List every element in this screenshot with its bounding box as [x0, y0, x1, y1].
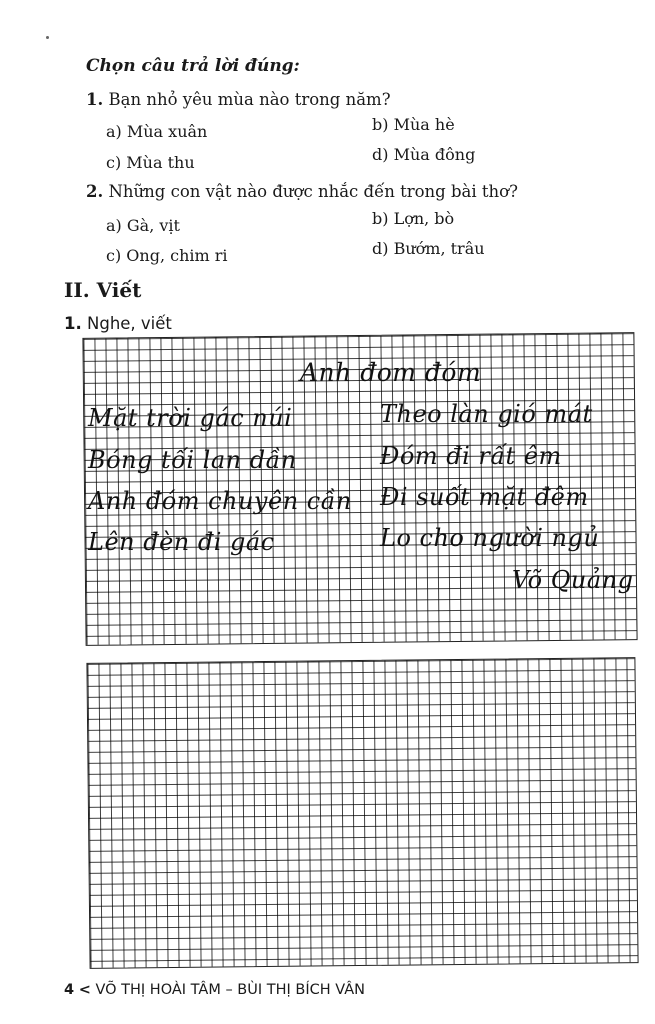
poem-line-left-3: Anh đóm chuyên cần — [88, 487, 352, 515]
arrow-left-icon: < — [78, 982, 91, 998]
question-2 — [86, 182, 518, 201]
poem-line-right-4: Lo cho người ngủ — [380, 524, 600, 552]
subsection-heading — [64, 314, 172, 333]
question-text: Những con vật nào được nhắc đến trong bài thơ? — [108, 182, 518, 201]
subsection-text: Nghe, viết — [87, 314, 172, 333]
poem-author: Võ Quảng — [512, 566, 634, 594]
footer-authors: VÕ THỊ HOÀI TÂM – BÙI THỊ BÍCH VÂN — [95, 982, 366, 998]
option-2c[interactable]: c) Ong, chim ri — [106, 246, 228, 265]
page-number: 4 — [64, 982, 75, 998]
question-number: 2. — [86, 182, 104, 201]
option-1c[interactable]: c) Mùa thu — [106, 153, 195, 172]
section-heading: II. Viết — [64, 278, 142, 302]
instruction: Chọn câu trả lời đúng: — [86, 56, 300, 76]
corner-mark — [46, 36, 49, 39]
question-text: Bạn nhỏ yêu mùa nào trong năm? — [108, 90, 391, 109]
poem-line-right-2: Đóm đi rất êm — [380, 442, 562, 470]
writing-grid-practice[interactable] — [86, 657, 638, 969]
poem-title: Anh đom đóm — [300, 358, 482, 387]
page-footer — [64, 982, 365, 998]
subsection-number: 1. — [64, 314, 82, 333]
option-2d[interactable]: d) Bướm, trâu — [372, 239, 485, 258]
poem-line-left-4: Lên đèn đi gác — [88, 528, 275, 556]
option-1a[interactable]: a) Mùa xuân — [106, 122, 208, 141]
poem-line-left-1: Mặt trời gác núi — [88, 404, 293, 432]
poem-line-right-3: Đi suốt mặt đêm — [380, 483, 589, 511]
poem-line-right-1: Theo làn gió mát — [380, 400, 593, 428]
option-2a[interactable]: a) Gà, vịt — [106, 216, 180, 235]
question-number: 1. — [86, 90, 104, 109]
option-1b[interactable]: b) Mùa hè — [372, 115, 455, 134]
poem-line-left-2: Bóng tối lan dần — [88, 446, 297, 474]
option-2b[interactable]: b) Lợn, bò — [372, 209, 455, 228]
question-1 — [86, 90, 391, 109]
option-1d[interactable]: d) Mùa đông — [372, 145, 476, 164]
